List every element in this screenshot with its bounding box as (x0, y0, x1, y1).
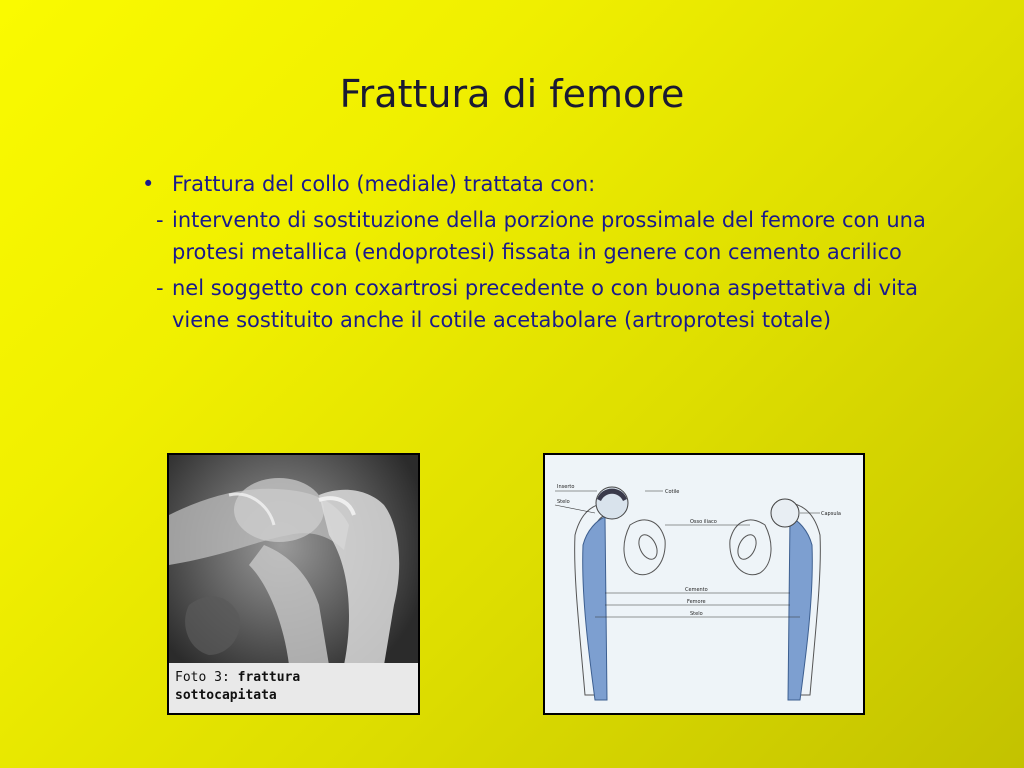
diagram-label: Inserto (557, 484, 575, 490)
caption-bold-1: frattura (237, 670, 301, 685)
diagram-label: Femore (687, 599, 706, 605)
diagram-label: Stelo (557, 499, 570, 505)
caption-prefix: Foto 3: (175, 670, 230, 685)
bullet-text: Frattura del collo (mediale) trattata con: (172, 172, 596, 196)
sub-item-text: nel soggetto con coxartrosi precedente o con buona aspettativa di vita viene sostituito anche il cotile acetabolare (artroprotesi totale) (172, 276, 919, 332)
dash-marker: - (156, 208, 164, 232)
caption-bold-2: sottocapitata (175, 688, 277, 703)
diagram-label: Capsula (821, 511, 841, 517)
diagram-label: Cemento (685, 587, 708, 593)
dash-marker: - (156, 276, 164, 300)
xray-image (167, 453, 420, 715)
diagram-label: Cotile (665, 489, 680, 495)
bullet-icon: • (142, 172, 155, 196)
slide-body (142, 168, 962, 336)
xray-caption (169, 663, 418, 713)
sub-item-1 (156, 204, 962, 268)
bullet-item (142, 168, 962, 200)
diagram-label: Osso iliaco (690, 519, 717, 525)
sub-item-2 (156, 272, 962, 336)
slide-title: Frattura di femore (339, 72, 685, 116)
diagram-label: Stelo (690, 611, 703, 617)
sub-item-text: intervento di sostituzione della porzione prossimale del femore con una protesi metallica (endoprotesi) fissata in genere con cemento acrilico (172, 208, 926, 264)
prosthesis-diagram (543, 453, 865, 715)
prosthesis-diagram-picture (545, 455, 863, 713)
